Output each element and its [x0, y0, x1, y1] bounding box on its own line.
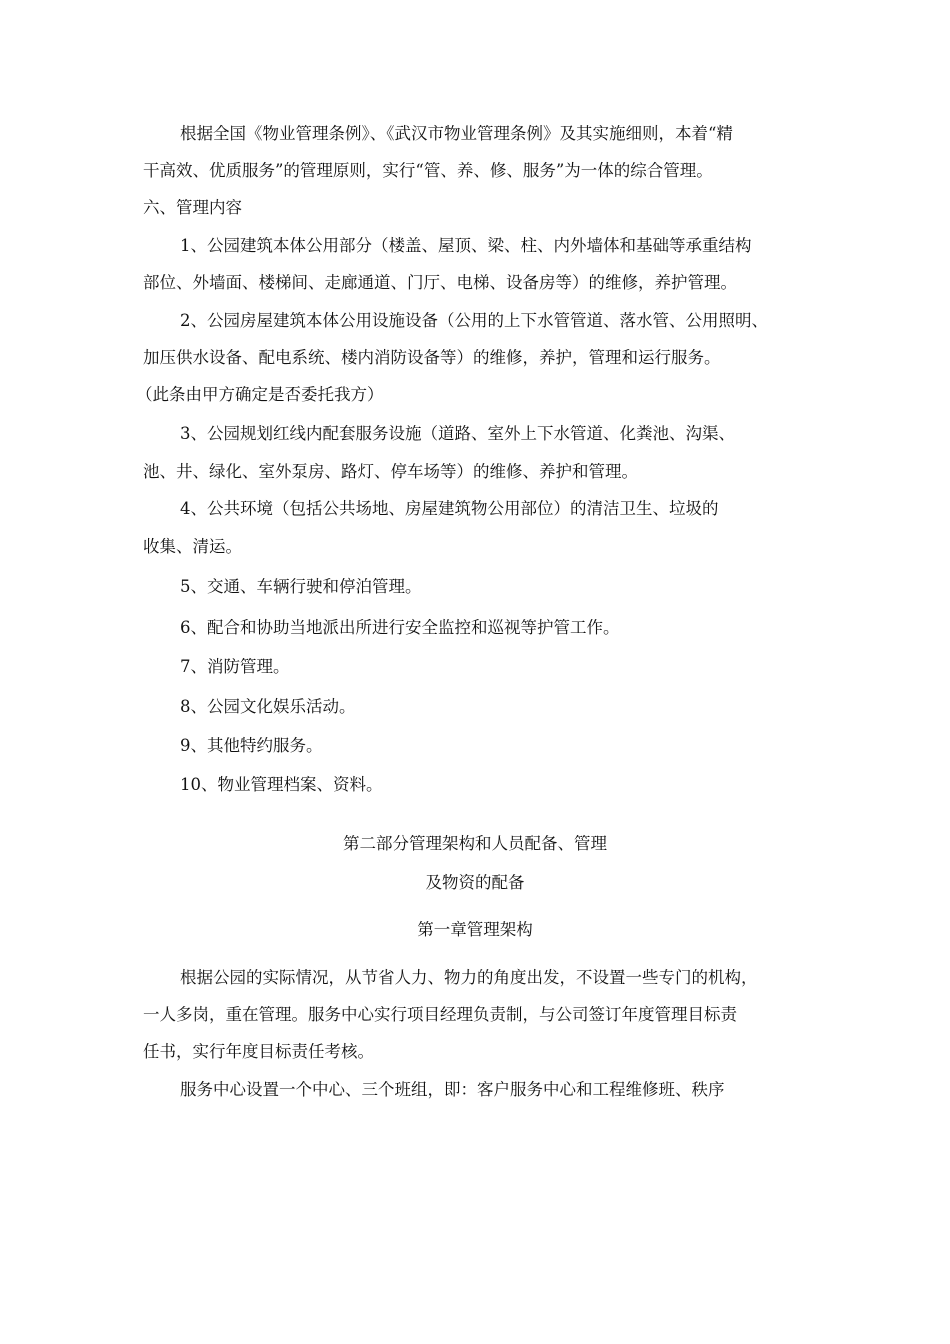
intro-line-2: 干高效、优质服务”的管理原则，实行“管、养、修、服务”为一体的综合管理。: [143, 161, 713, 180]
item-4-line-1: 4、公共环境（包括公共场地、房屋建筑物公用部位）的清洁卫生、垃圾的: [180, 499, 719, 518]
chapter-title: 第一章管理架构: [417, 920, 533, 939]
item-2-line-2: 加压供水设备、配电系统、楼内消防设备等）的维修，养护，管理和运行服务。: [143, 348, 721, 367]
item-10: 10、物业管理档案、资料。: [180, 775, 383, 794]
item-8: 8、公园文化娱乐活动。: [180, 697, 356, 716]
item-3-line-2: 池、井、绿化、室外泵房、路灯、停车场等）的维修、养护和管理。: [143, 462, 638, 481]
chapter-paragraph-1-line-2: 一人多岗，重在管理。服务中心实行项目经理负责制，与公司签订年度管理目标责: [143, 1005, 737, 1024]
item-2-line-1: 2、公园房屋建筑本体公用设施设备（公用的上下水管管道、落水管、公用照明、: [180, 311, 768, 330]
item-2-note: （此条由甲方确定是否委托我方）: [136, 385, 384, 404]
item-4-line-2: 收集、清运。: [143, 537, 242, 556]
item-7: 7、消防管理。: [180, 657, 290, 676]
item-6: 6、配合和协助当地派出所进行安全监控和巡视等护管工作。: [180, 618, 620, 637]
intro-line-1: 根据全国《物业管理条例》、《武汉市物业管理条例》及其实施细则，本着“精: [180, 124, 733, 143]
item-9: 9、其他特约服务。: [180, 736, 323, 755]
chapter-paragraph-2-line-1: 服务中心设置一个中心、三个班组，即：客户服务中心和工程维修班、秩序: [180, 1080, 725, 1099]
chapter-paragraph-1-line-3: 任书，实行年度目标责任考核。: [143, 1042, 374, 1061]
chapter-paragraph-1-line-1: 根据公园的实际情况，从节省人力、物力的角度出发，不设置一些专门的机构，: [180, 968, 758, 987]
section-heading: 六、管理内容: [143, 198, 242, 217]
item-1-line-2: 部位、外墙面、楼梯间、走廊通道、门厅、电梯、设备房等）的维修，养护管理。: [143, 273, 737, 292]
item-3-line-1: 3、公园规划红线内配套服务设施（道路、室外上下水管道、化粪池、沟渠、: [180, 424, 735, 443]
part-title-line-2: 及物资的配备: [425, 873, 525, 892]
part-title-line-1: 第二部分管理架构和人员配备、管理: [343, 834, 607, 853]
item-1-line-1: 1、公园建筑本体公用部分（楼盖、屋顶、梁、柱、内外墙体和基础等承重结构: [180, 236, 752, 255]
item-5: 5、交通、车辆行驶和停泊管理。: [180, 577, 422, 596]
